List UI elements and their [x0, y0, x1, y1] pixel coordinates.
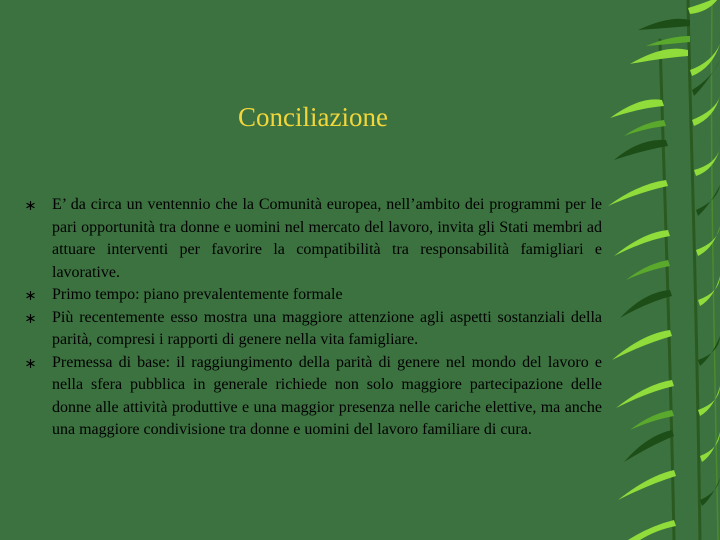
bullet-item — [26, 352, 602, 442]
bamboo-leaves-icon — [600, 0, 720, 540]
bullet-text: E’ da circa un ventennio che la Comunità europea, nell’ambito dei programmi per le pari opportunità tra donne e uomini nel mercato del lavoro, invita gli Stati membri ad attuare interventi per favorire la compatibilità tra responsabilità famigliari e lavorative. — [52, 196, 602, 281]
bullet-item — [26, 194, 602, 284]
asterisk-bullet-icon — [26, 201, 35, 210]
bullet-text: Premessa di base: il raggiungimento della parità di genere nel mondo del lavoro e nella sfera pubblica in generale richiede non solo maggiore partecipazione delle donne alle attività produttive e una maggior presenza nelle cariche elettive, ma anche una maggiore condivisione tra donne e uomini del lavoro familiare di cura. — [52, 353, 602, 438]
bullet-item — [26, 284, 602, 307]
bullet-list — [26, 194, 602, 442]
asterisk-bullet-icon — [26, 359, 35, 368]
slide-title: Conciliazione — [238, 102, 388, 132]
bullet-item — [26, 307, 602, 352]
bullet-text: Primo tempo: piano prevalentemente formale — [52, 286, 343, 303]
asterisk-bullet-icon — [26, 314, 35, 323]
bullet-text: Più recentemente esso mostra una maggiore attenzione agli aspetti sostanziali della parità, compresi i rapporti di genere nella vita famigliare. — [52, 308, 602, 348]
asterisk-bullet-icon — [26, 291, 35, 300]
